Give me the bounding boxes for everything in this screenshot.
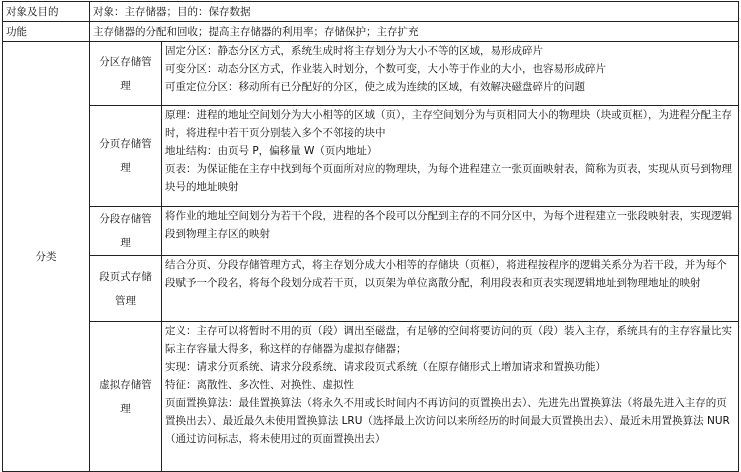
segpage-content [162, 256, 739, 322]
row-virtual [3, 322, 739, 472]
goal-value: 对象：主存储器；目的：保存数据 [90, 2, 739, 22]
row-segment [3, 207, 739, 256]
paging-content [162, 106, 739, 207]
partition-line: 可重定位分区：移动所有已分配好的分区，使之成为连续的区域，有效解决磁盘碎片的问题 [165, 81, 585, 93]
paging-line: 页表：为保证能在主存中找到每个页面所对应的物理块，为每个进程建立一张页面映射表，简称为页表，实现从页号到物理块号的地址映射 [165, 163, 732, 193]
goal-label: 对象及目的 [3, 2, 90, 22]
paging-line: 原理：进程的地址空间划分为大小相等的区域（页），主存空间划分为与页相同大小的物理块（块或页框），为进程分配主存时，将进程中若干页分别装入多个不邻接的块中 [165, 109, 732, 139]
row-partition [3, 42, 739, 106]
virtual-label: 虚拟存储管理 [90, 322, 162, 472]
row-goal [3, 2, 739, 22]
paging-line: 地址结构：由页号 P，偏移量 W（页内地址） [165, 145, 378, 157]
memory-management-table [2, 1, 739, 472]
partition-label: 分区存储管理 [90, 42, 162, 106]
virtual-line: 定义：主存可以将暂时不用的页（段）调出至磁盘，有足够的空间将要访问的页（段）装入主存，系统具有的主存容量比实际主存容量大得多，称这样的存储器为虚拟存储器； [165, 325, 732, 355]
segpage-line: 结合分页、分段存储管理方式，将主存划分成大小相等的存储块（页框），将进程按程序的逻辑关系分为若干段，并为每个段赋予一个段名，将每个段划分成若干页，以页架为单位离散分配，利用段表和页表实现逻辑地址到物理地址的映射 [165, 259, 727, 289]
virtual-line: 实现：请求分页系统、请求分段系统、请求段页式系统（在原存储形式上增加请求和置换功能） [165, 361, 606, 373]
virtual-line: 页面置换算法：最佳置换算法（将永久不用或长时间内不再访问的页置换出去）、先进先出置换算法（将最先进入主存的页置换出去）、最近最久未使用置换算法 LRU（选择最上次访问以来所经历的时间最大页置换出去）、最近未用置换算法 NUR（通过访问标志，将未使用过的页面置换出去） [165, 397, 730, 445]
row-paging [3, 106, 739, 207]
function-value: 主存储器的分配和回收；提高主存储器的利用率；存储保护；主存扩充 [90, 22, 739, 42]
segment-content [162, 207, 739, 256]
partition-line: 可变分区：动态分区方式，作业装入时划分，个数可变，大小等于作业的大小，也容易形成碎片 [165, 63, 606, 75]
function-label: 功能 [3, 22, 90, 42]
segment-label: 分段存储管理 [90, 207, 162, 256]
row-segpage [3, 256, 739, 322]
paging-label: 分页存储管理 [90, 106, 162, 207]
partition-content [162, 42, 739, 106]
virtual-content [162, 322, 739, 472]
row-function [3, 22, 739, 42]
virtual-line: 特征：离散性、多次性、对换性、虚拟性 [165, 379, 354, 391]
partition-line: 固定分区：静态分区方式，系统生成时将主存划分为大小不等的区域，易形成碎片 [165, 45, 543, 57]
segpage-label: 段页式存储管理 [90, 256, 162, 322]
classification-label: 分类 [3, 42, 90, 472]
segment-line: 将作业的地址空间划分为若干个段，进程的各个段可以分配到主存的不同分区中，为每个进程建立一张段映射表，实现逻辑段到物理主存区的映射 [165, 210, 732, 240]
